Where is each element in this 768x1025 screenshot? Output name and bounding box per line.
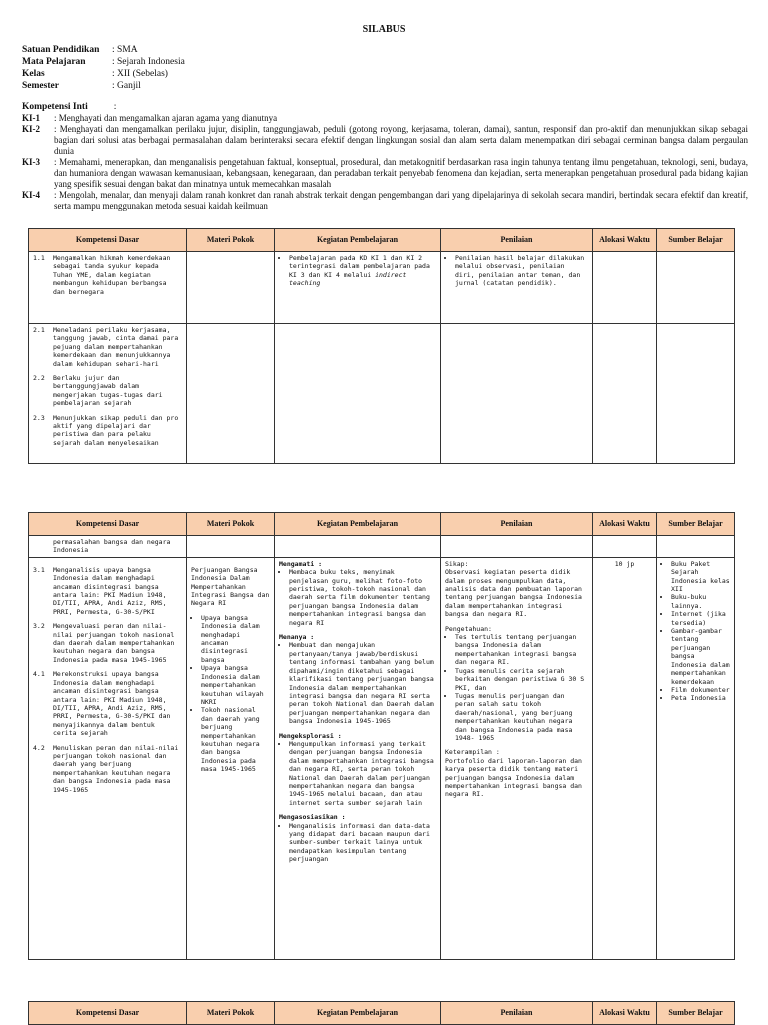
materi-intro: Perjuangan Bangsa Indonesia Dalam Mempertahankan Integrasi Bangsa dan Negara RI <box>191 565 270 608</box>
identity-row <box>22 68 185 80</box>
alokasi-cell <box>593 324 657 464</box>
header-materi-pokok: Materi Pokok <box>187 513 275 536</box>
document-title: SILABUS <box>362 24 406 35</box>
ki-heading-text: Kompetensi Inti <box>22 102 88 112</box>
kegiatan-list <box>279 254 436 288</box>
list-item: • Mengumpulkan informasi yang terkait dengan perjuangan bangsa Indonesia dalam mempertahankan integrasi bangsa dan negara RI, serta peran tokoh National dan Daerah dalam perjuangan mempertahankan negara dan bangsa 1945-1965 melalui bacaan, dan atau internet serta sumber sejarah lain <box>289 740 436 807</box>
identity-key: Semester <box>22 81 59 91</box>
identity-value: : XII (Sebelas) <box>112 69 168 79</box>
kegiatan-list <box>279 822 436 864</box>
alokasi-cell: 10 jp <box>593 557 657 959</box>
table-row <box>29 536 735 558</box>
header-materi-pokok: Materi Pokok <box>187 1002 275 1025</box>
header-penilaian: Penilaian <box>441 229 593 252</box>
header-sumber-belajar: Sumber Belajar <box>657 229 735 252</box>
ki-text: : Menghayati dan mengamalkan perilaku jujur, disiplin, tanggungjawab, peduli (gotong royong, kerjasama, toleran, damai), santun, responsif dan pro-aktif dan menunjukkan sikap sebagai bagian dari solusi atas berbagai permasalahan dalam berinteraksi secara efektif dengan lingkungan sosial dan alam serta dalam menempatkan diri sebagai cerminan bangsa dalam pergaulan dunia <box>54 124 748 156</box>
header-penilaian: Penilaian <box>441 1002 593 1025</box>
list-item: • Film dokumenter <box>671 686 730 694</box>
kd-cell <box>29 324 187 464</box>
penilaian-cell <box>441 252 593 324</box>
kd-number: 3.1 <box>33 565 45 574</box>
kegiatan-cell <box>275 324 441 464</box>
header-kegiatan: Kegiatan Pembelajaran <box>275 1002 441 1025</box>
kd-number: 2.3 <box>33 413 45 422</box>
kegiatan-heading: Mengamati : <box>279 559 323 568</box>
materi-list <box>191 614 270 774</box>
kd-text: Merekonstruksi upaya bangsa Indonesia dalam menghadapi ancaman disintegrasi bangsa antara lain: PKI Madiun 1948, DI/TII, APRA, Andi Aziz, RMS, PRRI, Permesta, G-30-S/PKI dan menyajikannya dalam bentuk cerita sejarah <box>53 670 171 738</box>
materi-cell <box>187 536 275 558</box>
materi-cell <box>187 557 275 959</box>
ki-heading <box>22 102 116 112</box>
list-item: • Gambar-gambar tentang perjuangan bangsa Indonesia dalam mempertahankan kemerdekaan <box>671 627 730 686</box>
sumber-cell <box>657 536 735 558</box>
identity-key: Mata Pelajaran <box>22 57 86 67</box>
header-alokasi-waktu: Alokasi Waktu <box>593 513 657 536</box>
header-alokasi-waktu: Alokasi Waktu <box>593 1002 657 1025</box>
list-item: • Menganalisis informasi dan data-data yang didapat dari bacaan maupun dari sumber-sumber terkait lainya untuk mendapatkan kesimpulan tentang perjuangan <box>289 822 436 864</box>
ki-text: : Mengolah, menalar, dan menyaji dalam ranah konkret dan ranah abstrak terkait dengan pengembangan dari yang dipelajarinya di sekolah secara mandiri, bertindak secara efektif dan kreatif, serta mampu menggunakan metoda sesuai kaidah keilmuan <box>54 190 748 211</box>
ki-text: : Memahami, menerapkan, dan menganalisis pengetahuan faktual, konseptual, prosedural, dan metakognitif berdasarkan rasa ingin tahunya tentang ilmu pengetahuan, teknologi, seni, budaya, dan humaniora dengan wawasan kemanusiaan, kebangsaan, kenegaraan, dan peradaban terkait penyebab fenomena dan kejadian, serta menerapkan pengetahuan prosedural pada bidang kajian yang spesifik sesuai dengan bakat dan minatnya untuk memecahkan masalah <box>54 157 748 189</box>
materi-cell <box>187 252 275 324</box>
ki-text: : Menghayati dan mengamalkan ajaran agama yang dianutnya <box>54 113 278 123</box>
header-sumber-belajar: Sumber Belajar <box>657 1002 735 1025</box>
kd-carry-cell: permasalahan bangsa dan negara Indonesia <box>29 536 187 558</box>
ki-code: KI-3 <box>22 157 40 167</box>
ki-item <box>22 113 748 124</box>
alokasi-cell <box>593 252 657 324</box>
kd-number: 2.1 <box>33 326 45 334</box>
syllabus-table-3 <box>28 1001 735 1025</box>
list-item <box>289 254 436 288</box>
penilaian-keterampilan-label: Keterampilan : <box>445 748 500 757</box>
kd-item <box>33 414 182 448</box>
table-row <box>29 252 735 324</box>
kd-item <box>33 254 182 296</box>
list-item: • Membaca buku teks, menyimak penjelasan guru, melihat foto-foto peristiwa, tokoh-tokoh nasional dan daerah serta film dokumenter tentang perjuangan bangsa Indonesia dalam mempertahankan integrasi bangsa dan negara RI <box>289 568 436 627</box>
header-alokasi-waktu: Alokasi Waktu <box>593 229 657 252</box>
header-kompetensi-dasar: Kompetensi Dasar <box>29 513 187 536</box>
ki-list <box>22 113 748 212</box>
penilaian-cell <box>441 557 593 959</box>
list-item: • Tugas menulis cerita sejarah berkaitan dengan peristiwa G 30 S PKI, dan <box>455 667 588 692</box>
identity-key: Satuan Pendidikan <box>22 45 100 55</box>
kd-text: Meneladani perilaku kerjasama, tanggung jawab, cinta damai para pejuang dalam mempertahankan kemerdekaan dan menunjukkannya dalam kehidupan sehari-hari <box>53 326 179 368</box>
list-item: • Peta Indonesia <box>671 694 730 702</box>
header-sumber-belajar: Sumber Belajar <box>657 513 735 536</box>
list-item: • Buku Paket Sejarah Indonesia kelas XII <box>671 560 730 594</box>
ki-item <box>22 190 748 212</box>
kegiatan-cell <box>275 536 441 558</box>
sumber-cell <box>657 252 735 324</box>
syllabus-table-2 <box>28 512 735 960</box>
ki-code: KI-1 <box>22 113 40 123</box>
kegiatan-list <box>279 641 436 725</box>
kd-number: 1.1 <box>33 254 45 262</box>
ki-code: KI-4 <box>22 190 40 200</box>
kegiatan-italic: indirect teaching <box>289 270 407 288</box>
kd-item <box>33 374 182 408</box>
kegiatan-cell <box>275 252 441 324</box>
kegiatan-cell <box>275 557 441 959</box>
penilaian-list <box>445 633 588 742</box>
identity-key: Kelas <box>22 69 45 79</box>
kegiatan-text: Pembelajaran pada KD KI 1 dan KI 2 terintegrasi dalam pembelajaran pada KI 3 dan KI 4 melalui <box>289 254 430 279</box>
sumber-list <box>661 560 730 703</box>
ki-code: KI-2 <box>22 124 40 134</box>
penilaian-keterampilan: Portofolio dari laporan-laporan dan karya peserta didik tentang materi perjuangan bangsa Indonesia dalam mempertahankan integrasi bangsa dan negara RI. <box>445 756 582 799</box>
kd-text: Berlaku jujur dan bertanggungjawab dalam mengerjakan tugas-tugas dari pembelajaran sejarah <box>53 374 163 408</box>
identity-value: : Ganjil <box>112 81 141 91</box>
kd-item <box>33 622 182 664</box>
kd-text: Menganalisis upaya bangsa Indonesia dalam menghadapi ancaman disintegrasi bangsa antara lain: PKI Madiun 1948, DI/TII, APRA, Andi Aziz, RMS, PRRI, Permesta, G-30-S/PKI <box>53 565 167 616</box>
kd-cell <box>29 252 187 324</box>
list-item: • Tes tertulis tentang perjuangan bangsa Indonesia dalam mempertahankan integrasi bangsa dan negara RI. <box>455 633 588 667</box>
table-row <box>29 557 735 959</box>
kegiatan-list <box>279 568 436 627</box>
penilaian-list <box>445 254 588 288</box>
list-item: • Internet (jika tersedia) <box>671 610 730 627</box>
ki-item <box>22 124 748 157</box>
penilaian-pengetahuan-label: Pengetahuan: <box>445 624 492 633</box>
kd-number: 3.2 <box>33 622 45 631</box>
list-item: • Tokoh nasional dan daerah yang berjuang mempertahankan keutuhan negara dan bangsa Indonesia pada masa 1945-1965 <box>201 706 270 773</box>
sumber-cell <box>657 324 735 464</box>
kd-number: 4.1 <box>33 670 45 679</box>
kegiatan-heading: Menanya : <box>279 633 315 642</box>
ki-item <box>22 157 748 190</box>
identity-value: : Sejarah Indonesia <box>112 57 185 67</box>
header-kegiatan: Kegiatan Pembelajaran <box>275 513 441 536</box>
kd-item <box>33 670 182 737</box>
identity-row <box>22 44 185 56</box>
kegiatan-heading: Mengasosiasikan : <box>279 813 346 822</box>
table-header-row <box>29 229 735 252</box>
kegiatan-heading: Mengeksplorasi : <box>279 731 342 740</box>
table-header-row <box>29 513 735 536</box>
list-item: • Tugas menulis perjuangan dan peran salah satu tokoh daerah/nasional, yang berjuang mempertahankan keutuhan negara dan bangsa Indonesia pada masa 1948- 1965 <box>455 692 588 742</box>
kd-text: Menuliskan peran dan nilai-nilai perjuangan tokoh nasional dan daerah yang berjuang mempertahankan keutuhan negara dan bangsa Indonesia pada masa 1945-1965 <box>53 743 179 794</box>
header-kompetensi-dasar: Kompetensi Dasar <box>29 229 187 252</box>
identity-row <box>22 80 185 92</box>
kd-text: Mengevaluasi peran dan nilai-nilai perjuangan tokoh nasional dan daerah dalam mempertahankan keutuhan negara dan bangsa Indonesia pada masa 1945-1965 <box>53 622 175 664</box>
kegiatan-list <box>279 740 436 807</box>
header-kompetensi-dasar: Kompetensi Dasar <box>29 1002 187 1025</box>
identity-row <box>22 56 185 68</box>
kd-number: 4.2 <box>33 743 45 752</box>
kd-cell <box>29 557 187 959</box>
penilaian-sikap-label: Sikap: <box>445 559 469 568</box>
penilaian-cell <box>441 324 593 464</box>
list-item: • Membuat dan mengajukan pertanyaan/tanya jawab/berdiskusi tentang informasi tambahan yang belum dipahami/ingin diketahui sebagai klarifikasi tentang perjuangan bangsa Indonesia dalam mempertahankan integrasi bangsa dan negara RI serta peran tokoh National dan Daerah dalam perjuangan mempertahankan negara dan bangsa Indonesia 1945-1965 <box>289 641 436 725</box>
header-kegiatan: Kegiatan Pembelajaran <box>275 229 441 252</box>
identity-block <box>22 44 185 92</box>
kd-item <box>33 566 182 616</box>
list-item: • Upaya bangsa Indonesia dalam menghadapi ancaman disintegrasi bangsa <box>201 614 270 664</box>
identity-value: : SMA <box>112 45 138 55</box>
ki-heading-colon: : <box>113 102 117 112</box>
kd-number: 2.2 <box>33 374 45 383</box>
list-item: • Penilaian hasil belajar dilakukan melalui observasi, penilaian diri, penilaian antar teman, dan jurnal (catatan pendidik). <box>455 254 588 288</box>
kd-text: Menunjukkan sikap peduli dan pro aktif yang dipelajari dar peristiwa dan para pelaku sejarah dalam menyelesaikan <box>53 413 179 447</box>
table-row <box>29 324 735 464</box>
list-item: • Upaya bangsa Indonesia dalam mempertahankan keutuhan wilayah NKRI <box>201 664 270 706</box>
kd-item <box>33 744 182 794</box>
kd-text: Mengamalkan hikmah kemerdekaan sebagai tanda syukur kepada Tuhan YME, dalam kegiatan membangun kehidupan berbangsa dan bernegara <box>53 254 171 296</box>
sumber-cell <box>657 557 735 959</box>
table-header-row <box>29 1002 735 1025</box>
alokasi-cell <box>593 536 657 558</box>
list-item: • Buku-buku lainnya. <box>671 593 730 610</box>
syllabus-table-1 <box>28 228 735 464</box>
kd-item <box>33 326 182 368</box>
penilaian-cell <box>441 536 593 558</box>
materi-cell <box>187 324 275 464</box>
header-materi-pokok: Materi Pokok <box>187 229 275 252</box>
penilaian-sikap: Observasi kegiatan peserta didik dalam proses mengumpulkan data, analisis data dan pembuatan laporan tentang perjuangan bangsa Indonesia dalam mempertahankan integrasi bangsa dan negara RI. <box>445 568 582 619</box>
header-penilaian: Penilaian <box>441 513 593 536</box>
